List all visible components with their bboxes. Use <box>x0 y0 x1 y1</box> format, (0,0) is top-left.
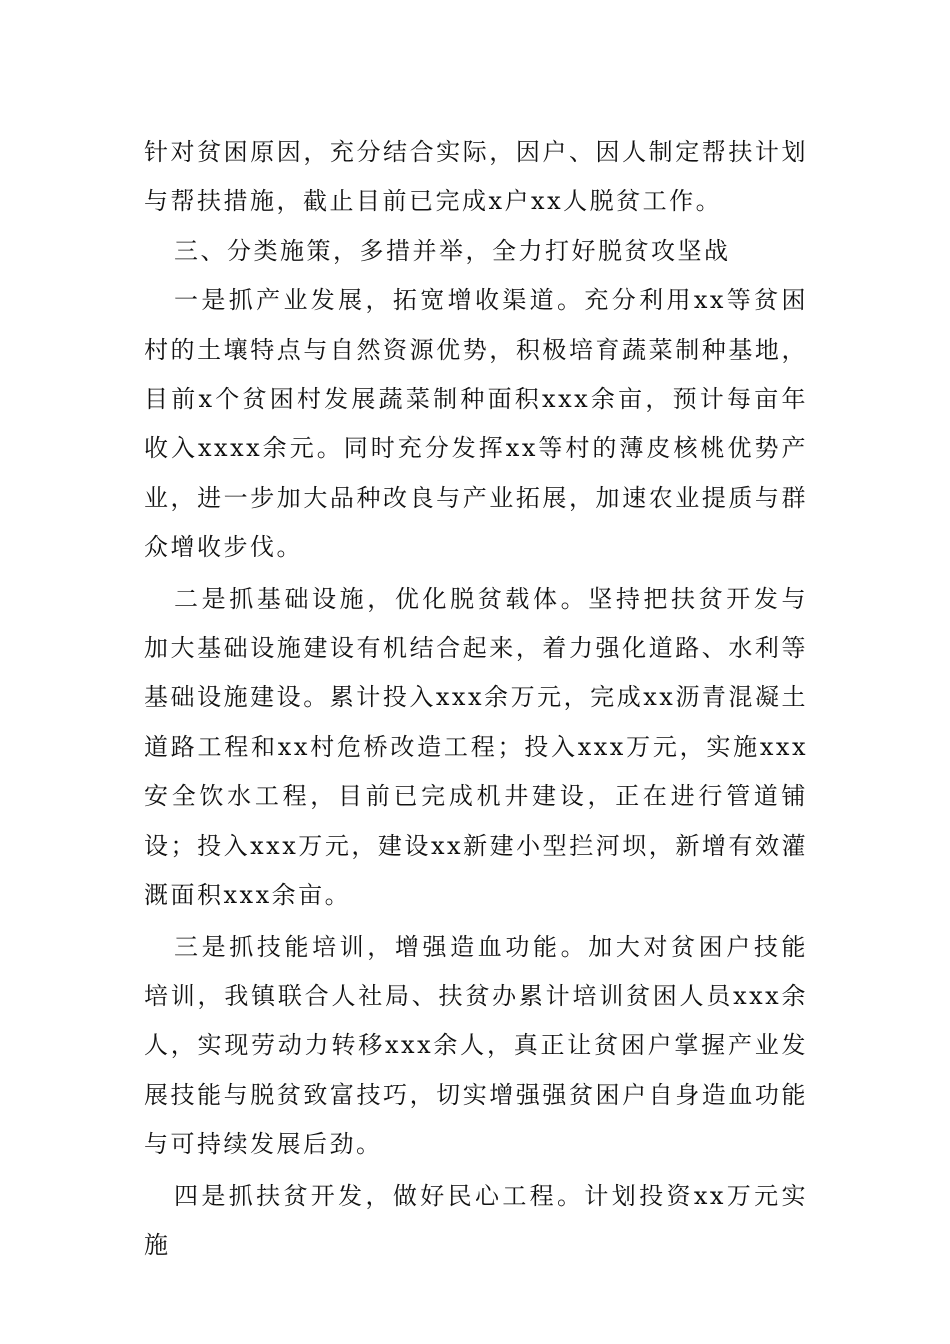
paragraph-training: 三是抓技能培训，增强造血功能。加大对贫困户技能培训，我镇联合人社局、扶贫办累计培训贫困人员xxx余人，实现劳动力转移xxx余人，真正让贫困户掌握产业发展技能与脱贫致富技巧，切实增强强贫困户自身造血功能与可持续发展后劲。 <box>144 932 808 1159</box>
paragraph-industry: 一是抓产业发展，拓宽增收渠道。充分利用xx等贫困村的土壤特点与自然资源优势，积极培育蔬菜制种基地，目前x个贫困村发展蔬菜制种面积xxx余亩，预计每亩年收入xxxx余元。同时充分发挥xx等村的薄皮核桃优势产业，进一步加大品种改良与产业拓展，加速农业提质与群众增收步伐。 <box>144 286 808 562</box>
paragraph-poverty-development: 四是抓扶贫开发，做好民心工程。计划投资xx万元实施 <box>144 1181 808 1259</box>
paragraph-infrastructure: 二是抓基础设施，优化脱贫载体。坚持把扶贫开发与加大基础设施建设有机结合起来，着力强化道路、水利等基础设施建设。累计投入xxx余万元，完成xx沥青混凝土道路工程和xx村危桥改造工程；投入xxx万元，实施xxx安全饮水工程，目前已完成机井建设，正在进行管道铺设；投入xxx万元，建设xx新建小型拦河坝，新增有效灌溉面积xxx余亩。 <box>144 584 808 910</box>
paragraph-continuation: 针对贫困原因，充分结合实际，因户、因人制定帮扶计划与帮扶措施，截止目前已完成x户xx人脱贫工作。 <box>144 138 808 216</box>
section-heading: 三、分类施策，多措并举，全力打好脱贫攻坚战 <box>174 236 731 265</box>
document-body <box>144 128 808 1270</box>
